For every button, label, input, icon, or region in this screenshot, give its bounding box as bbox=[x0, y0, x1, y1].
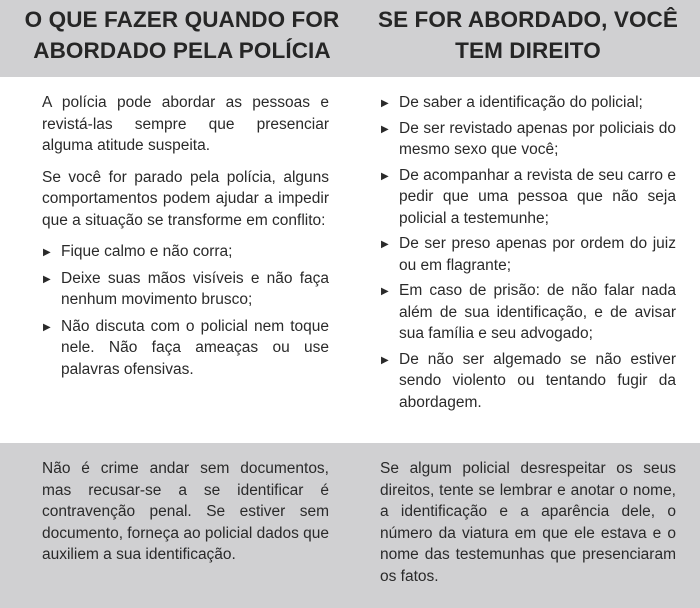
list-item bbox=[380, 92, 676, 114]
list-item bbox=[380, 118, 676, 161]
left-title-line-1: O QUE FAZER QUANDO FOR bbox=[24, 7, 340, 32]
bullet-icon: ▶ bbox=[43, 321, 51, 333]
list-item-text: De não ser algemado se não estiver sendo violento ou tentando fugir da abordagem. bbox=[399, 350, 676, 411]
bullet-icon: ▶ bbox=[43, 247, 51, 258]
left-column-body bbox=[42, 92, 329, 385]
list-item-text: Fique calmo e não corra; bbox=[61, 243, 233, 260]
right-footer-text: Se algum policial desrespeitar os seus direitos, tente se lembrar e anotar o nome, a identificação e a aparência dele, o número da viatura em que ele estava e o nome das testemunhas que presenciaram os fatos. bbox=[380, 460, 676, 585]
right-column-body bbox=[380, 92, 676, 417]
list-item-text: Deixe suas mãos visíveis e não faça nenhum movimento brusco; bbox=[61, 269, 329, 308]
right-column-title bbox=[358, 4, 698, 66]
list-item-text: De ser preso apenas por ordem do juiz ou em flagrante; bbox=[399, 235, 676, 274]
left-footer-text: Não é crime andar sem documentos, mas recusar-se a se identificar é contravenção penal. Se estiver sem documento, forneça ao policial dados que auxiliem a sua identificação. bbox=[42, 460, 329, 563]
right-title-line-2: TEM DIREITO bbox=[455, 38, 601, 63]
advice-paragraph: Se você for parado pela polícia, alguns comportamentos podem ajudar a impedir que a situação se transforme em conflito: bbox=[42, 168, 329, 229]
left-title-line-2: ABORDADO PELA POLÍCIA bbox=[33, 38, 331, 63]
list-item bbox=[380, 349, 676, 414]
list-item bbox=[380, 165, 676, 230]
left-column-title bbox=[24, 4, 340, 66]
list-item bbox=[42, 268, 329, 311]
advice-list bbox=[42, 241, 329, 380]
bullet-icon: ▶ bbox=[43, 273, 51, 285]
list-item-text: De ser revistado apenas por policiais do mesmo sexo que você; bbox=[399, 119, 676, 158]
list-item bbox=[42, 316, 329, 381]
footer-band bbox=[0, 443, 700, 608]
bullet-icon: ▶ bbox=[381, 354, 389, 366]
list-item bbox=[380, 233, 676, 276]
left-footer bbox=[42, 458, 329, 566]
rights-list bbox=[380, 92, 676, 413]
list-item bbox=[380, 280, 676, 345]
body-band bbox=[0, 77, 700, 443]
intro-paragraph: A polícia pode abordar as pessoas e revistá-las sempre que presenciar alguma atitude suspeita. bbox=[42, 94, 329, 154]
bullet-icon: ▶ bbox=[381, 286, 389, 297]
list-item-text: De saber a identificação do policial; bbox=[399, 94, 643, 111]
list-item-text: Em caso de prisão: de não falar nada além de sua identificação, e de avisar sua família e seu advogado; bbox=[399, 282, 676, 342]
header-band bbox=[0, 0, 700, 77]
bullet-icon: ▶ bbox=[381, 239, 389, 250]
list-item-text: De acompanhar a revista de seu carro e pedir que uma pessoa que não seja policial a testemunhe; bbox=[399, 166, 676, 227]
right-footer bbox=[380, 458, 676, 587]
bullet-icon: ▶ bbox=[381, 123, 389, 135]
right-title-line-1: SE FOR ABORDADO, VOCÊ bbox=[377, 7, 679, 32]
bullet-icon: ▶ bbox=[381, 98, 389, 109]
list-item-text: Não discuta com o policial nem toque nele. Não faça ameaças ou use palavras ofensivas. bbox=[61, 317, 329, 378]
list-item bbox=[42, 241, 329, 263]
bullet-icon: ▶ bbox=[381, 170, 389, 182]
